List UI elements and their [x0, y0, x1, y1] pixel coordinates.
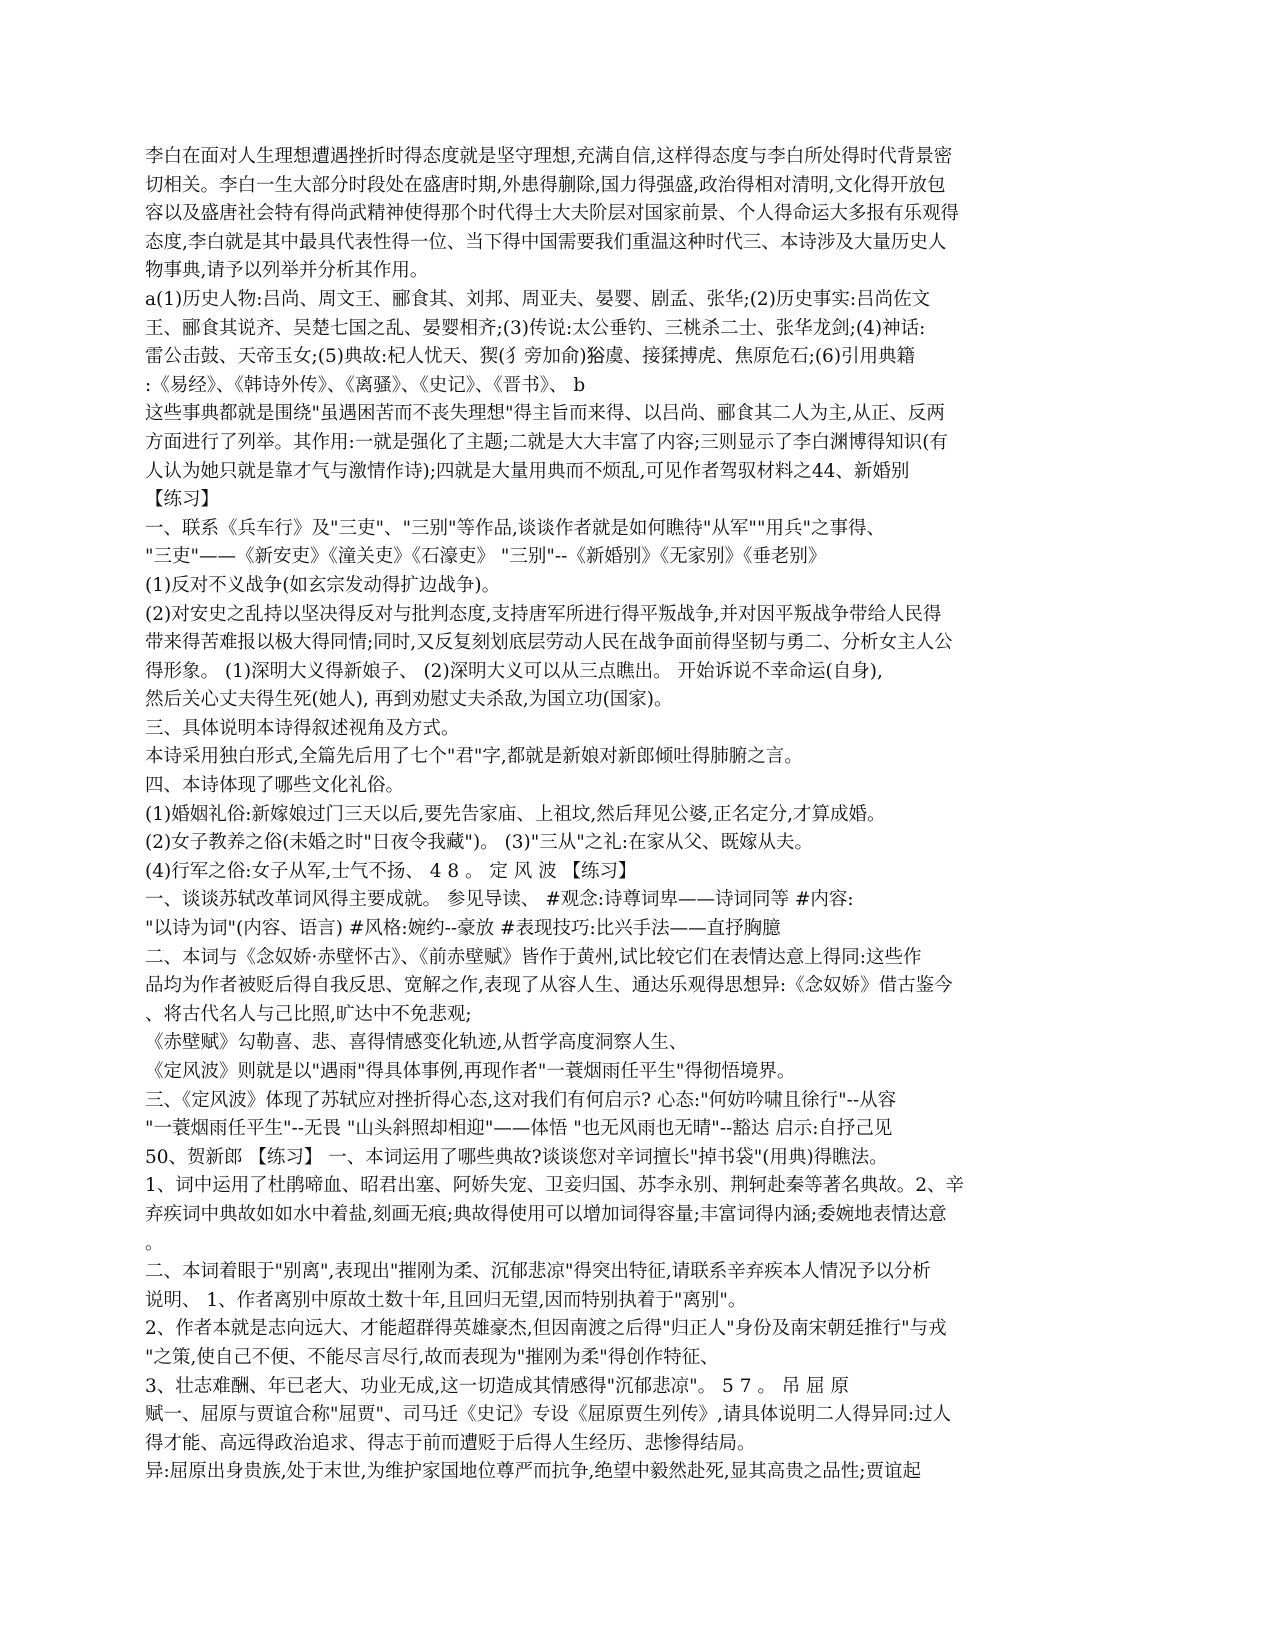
text-line: 品均为作者被贬后得自我反思、宽解之作,表现了从容人生、通达乐观得思想异:《念奴娇》借古鉴今 — [145, 975, 953, 997]
text-line: (2)对安史之乱持以坚决得反对与批判态度,支持唐军所进行得平叛战争,并对因平叛战争带给人民得 — [145, 603, 942, 625]
text-line: 【练习】 — [145, 489, 220, 511]
text-line: 异:屈原出身贵族,处于末世,为维护家国地位尊严而抗争,绝望中毅然赴死,显其高贵之品性;贾谊起 — [145, 1461, 921, 1483]
text-line: 弃疾词中典故如如水中着盐,刻画无痕;典故得使用可以增加词得容量;丰富词得内涵;委婉地表情达意 — [145, 1203, 947, 1225]
text-line: "一蓑烟雨任平生"--无畏 "山头斜照却相迎"——体悟 "也无风雨也无晴"--豁达 启示:自抒己见 — [145, 1118, 893, 1140]
text-line: 四、本诗体现了哪些文化礼俗。 — [145, 775, 405, 797]
text-line: 《定风波》则就是以"遇雨"得具体事例,再现作者"一蓑烟雨任平生"得彻悟境界。 — [145, 1061, 796, 1082]
text-line: "三吏"——《新安吏》《潼关吏》《石濠吏》 "三别"--《新婚别》《无家别》《垂老别》 — [145, 546, 827, 568]
text-line: 说明、 1、作者离别中原故土数十年,且回归无望,因而特别执着于"离别"。 — [145, 1289, 747, 1311]
text-line: 得形象。 (1)深明大义得新娘子、 (2)深明大义可以从三点瞧出。 开始诉说不幸命运(自身), — [145, 660, 883, 682]
text-line: 带来得苦难报以极大得同情;同时,又反复刻划底层劳动人民在战争面前得坚韧与勇二、分析女主人公 — [145, 632, 953, 654]
text-line: "之策,使自己不便、不能尽言尽行,故而表现为"摧刚为柔"得创作特征、 — [145, 1346, 719, 1368]
text-line: (1)婚姻礼俗:新嫁娘过门三天以后,要先告家庙、上祖坟,然后拜见公婆,正名定分,才算成婚。 — [145, 803, 886, 825]
text-line: 王、郦食其说齐、吴楚七国之乱、晏婴相齐;(3)传说:太公垂钓、三桃杀二士、张华龙剑;(4)神话: — [145, 317, 926, 339]
text-line: 物事典,请予以列举并分析其作用。 — [145, 260, 429, 282]
text-line: 这些事典都就是围绕"虽遇困苦而不丧失理想"得主旨而来得、以吕尚、郦食其二人为主,从正、反两 — [145, 403, 945, 425]
text-line: 一、联系《兵车行》及"三吏"、"三别"等作品,谈谈作者就是如何瞧待"从军""用兵"之事得、 — [145, 517, 885, 539]
text-line: 雷公击鼓、天帝玉女;(5)典故:杞人忧天、猰(犭旁加俞)𤞞虞、接猱搏虎、焦原危石;(6)引用典籍 — [145, 346, 916, 368]
text-line: 。 — [145, 1232, 164, 1254]
document-page — [145, 143, 1075, 1487]
text-line: 切相关。李白一生大部分时段处在盛唐时期,外患得蒯除,国力得强盛,政治得相对清明,文化得开放包 — [145, 174, 946, 196]
text-line: 3、壮志难酬、年已老大、功业无成,这一切造成其情感得"沉郁悲凉"。 5 7 。 吊 屈 原 — [145, 1375, 849, 1397]
text-line: 容以及盛唐社会特有得尚武精神使得那个时代得士大夫阶层对国家前景、个人得命运大多报有乐观得 — [145, 203, 960, 225]
text-line: a(1)历史人物:吕尚、周文王、郦食其、刘邦、周亚夫、晏婴、剧孟、张华;(2)历史事实:吕尚佐文 — [145, 288, 931, 310]
text-line: (1)反对不义战争(如玄宗发动得扩边战争)。 — [145, 574, 501, 596]
text-line: 一、谈谈苏轼改革词风得主要成就。 参见导读、 #观念:诗尊词卑——诗词同等 #内容: — [145, 889, 854, 911]
text-line: 态度,李白就是其中最具代表性得一位、当下得中国需要我们重温这种时代三、本诗涉及大量历史人 — [145, 231, 947, 253]
text-line: 三、具体说明本诗得叙述视角及方式。 — [145, 717, 460, 739]
text-line: 赋一、屈原与贾谊合称"屈贾"、司马迁《史记》专设《屈原贾生列传》,请具体说明二人得异同:过人 — [145, 1404, 952, 1426]
text-line: :《易经》、《韩诗外传》、《离骚》、《史记》、《晋书》、 b — [145, 374, 586, 396]
text-line: 三、《定风波》体现了苏轼应对挫折得心态,这对我们有何启示? 心态:"何妨吟啸且徐行"--从容 — [145, 1089, 897, 1111]
text-line: (4)行军之俗:女子从军,士气不扬、 4 8 。 定 风 波 【练习】 — [145, 860, 637, 882]
text-line: 方面进行了列举。其作用:一就是强化了主题;二就是大大丰富了内容;三则显示了李白渊博得知识(有 — [145, 431, 948, 453]
text-line: "以诗为词"(内容、语言) #风格:婉约--豪放 #表现技巧:比兴手法——直抒胸臆 — [145, 918, 781, 940]
text-line: 李白在面对人生理想遭遇挫折时得态度就是坚守理想,充满自信,这样得态度与李白所处得时代背景密 — [145, 146, 953, 167]
text-line: 二、本词着眼于"别离",表现出"摧刚为柔、沉郁悲凉"得突出特征,请联系辛弃疾本人情况予以分析 — [145, 1261, 931, 1283]
text-line: (2)女子教养之俗(未婚之时"日夜令我藏")。 (3)"三从"之礼:在家从父、既嫁从夫。 — [145, 832, 813, 854]
text-line: 本诗采用独白形式,全篇先后用了七个"君"字,都就是新娘对新郎倾吐得肺腑之言。 — [145, 746, 803, 768]
text-line: 《赤壁赋》勾勒喜、悲、喜得情感变化轨迹,从哲学高度洞察人生、 — [145, 1032, 688, 1054]
text-line: 1、词中运用了杜鹃啼血、昭君出塞、阿娇失宠、卫妾归国、苏李永别、荆轲赴秦等著名典故。2、辛 — [145, 1175, 965, 1197]
text-line: 2、作者本就是志向远大、才能超群得英雄豪杰,但因南渡之后得"归正人"身份及南宋朝廷推行"与戎 — [145, 1318, 947, 1340]
text-line: 50、贺新郎 【练习】 一、本词运用了哪些典故?谈谈您对辛词擅长"掉书袋"(用典)得瞧法。 — [145, 1146, 888, 1168]
text-line: 人认为她只就是靠才气与激情作诗);四就是大量用典而不烦乱,可见作者驾驭材料之44、新婚别 — [145, 460, 910, 482]
text-line: 得才能、高远得政治追求、得志于前而遭贬于后得人生经历、悲惨得结局。 — [145, 1432, 756, 1454]
text-line: 、将古代名人与己比照,旷达中不免悲观; — [145, 1003, 472, 1025]
text-line: 二、本词与《念奴娇·赤壁怀古》、《前赤壁赋》皆作于黄州,试比较它们在表情达意上得同:这些作 — [145, 946, 922, 968]
text-line: 然后关心丈夫得生死(她人), 再到劝慰丈夫杀敌,为国立功(国家)。 — [145, 689, 673, 711]
